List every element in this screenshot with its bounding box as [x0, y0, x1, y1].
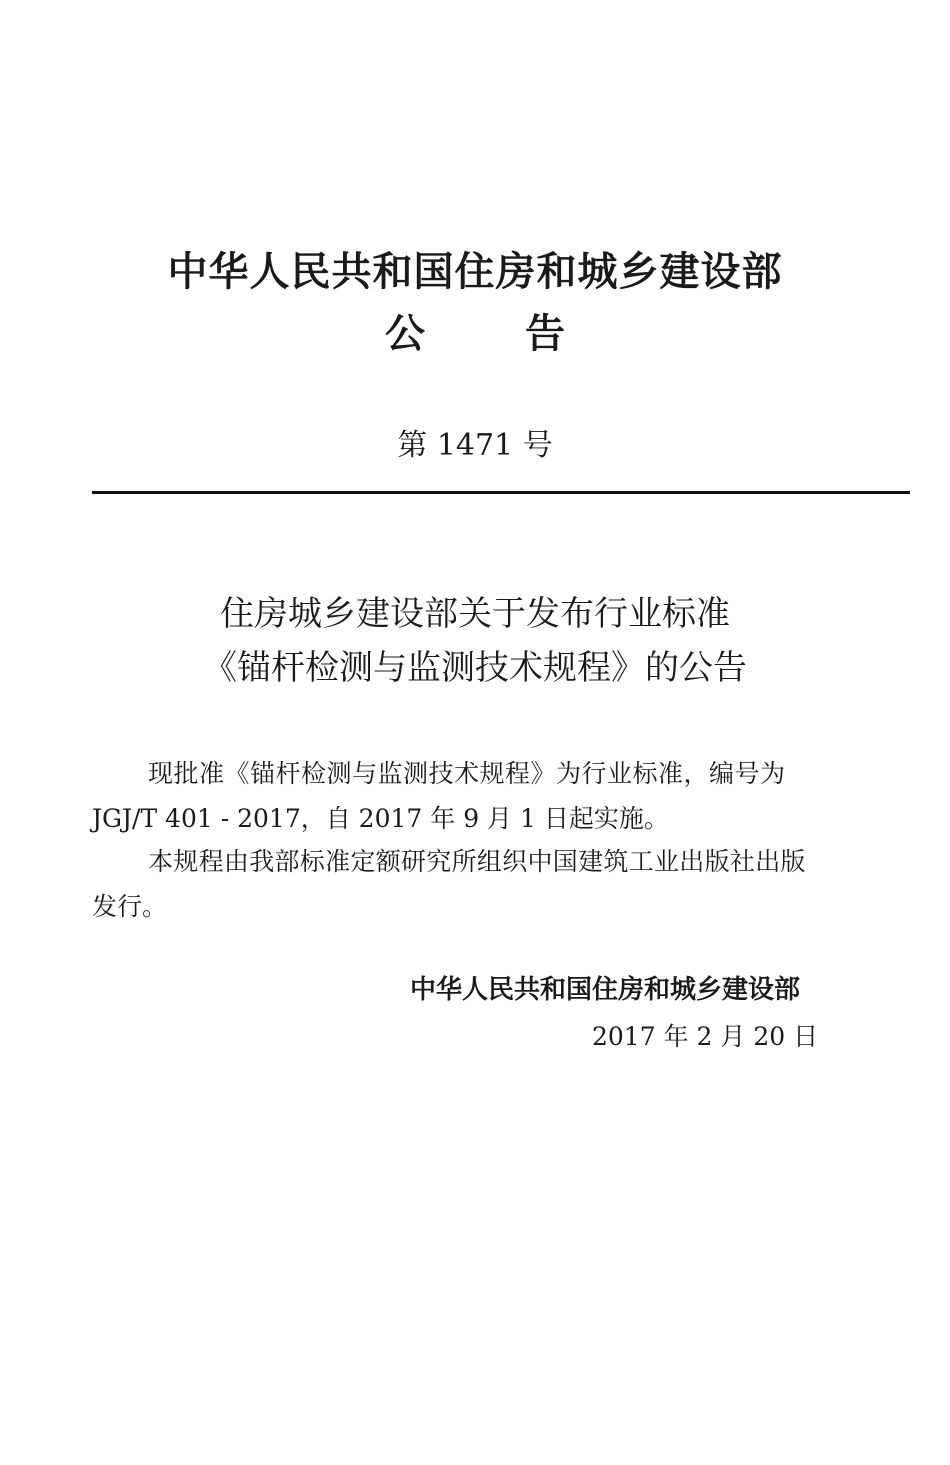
issue-date: 2017 年 2 月 20 日: [592, 1022, 819, 1051]
notice-title-line-1: 住房城乡建设部关于发布行业标准: [220, 594, 730, 634]
body-paragraph-1-line-1: 现批准《锚杆检测与监测技术规程》为行业标准，编号为: [148, 759, 786, 788]
issuer-title: 中华人民共和国住房和城乡建设部: [167, 249, 783, 295]
body-paragraph-2-line-1: 本规程由我部标准定额研究所组织中国建筑工业出版社出版: [148, 847, 806, 876]
body-paragraph-1-line-2: JGJ/T 401 - 2017，自 2017 年 9 月 1 日起实施。: [92, 804, 669, 833]
issuer-signature: 中华人民共和国住房和城乡建设部: [410, 975, 801, 1005]
body-paragraph-2-line-2: 发行。: [92, 892, 168, 921]
notice-title-line-2: 《锚杆检测与监测技术规程》的公告: [203, 648, 747, 688]
header-divider: [92, 491, 910, 494]
document-number: 第 1471 号: [397, 428, 553, 463]
document-type: 公告: [385, 311, 665, 357]
